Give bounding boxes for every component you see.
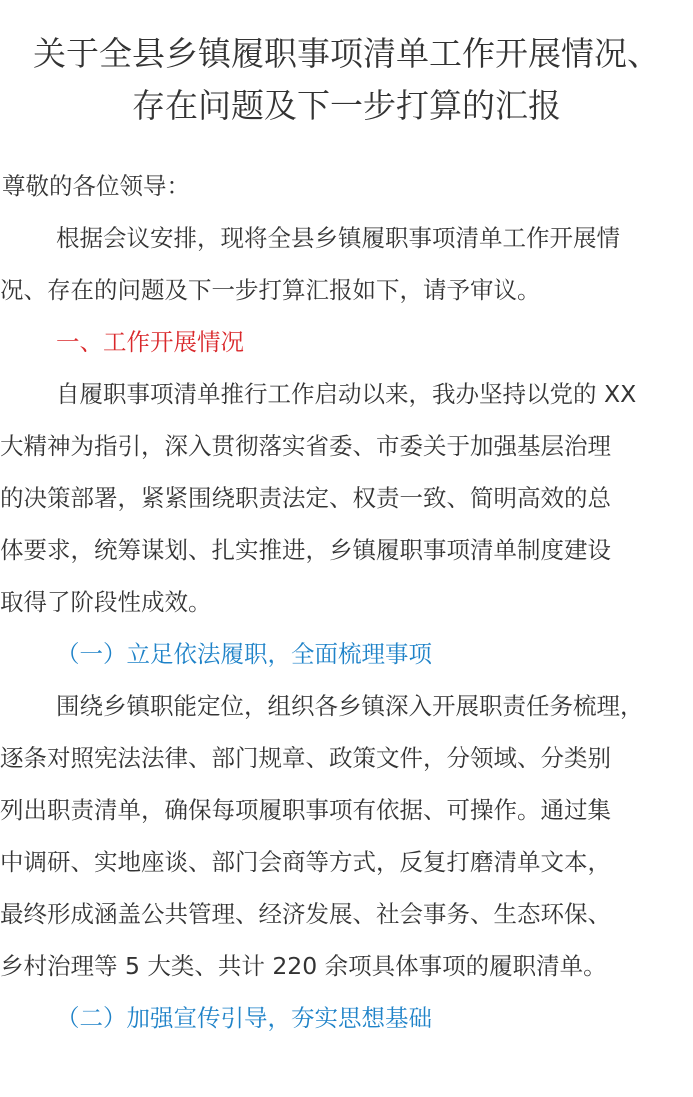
paragraph-line: 根据会议安排，现将全县乡镇履职事项清单工作开展情 — [56, 224, 620, 252]
document-title — [0, 0, 693, 132]
greeting: 尊敬的各位领导： — [2, 172, 190, 200]
title-line-2: 存在问题及下一步打算的汇报 — [132, 86, 561, 125]
section1-paragraph — [0, 368, 693, 628]
paragraph-line: 围绕乡镇职能定位，组织各乡镇深入开展职责任务梳理， — [56, 692, 644, 720]
subsection1-paragraph — [0, 680, 693, 992]
intro-paragraph — [0, 212, 693, 316]
paragraph-line: 中调研、实地座谈、部门会商等方式，反复打磨清单文本， — [0, 848, 611, 876]
title-line-1: 关于全县乡镇履职事项清单工作开展情况、 — [33, 34, 660, 73]
document-body — [0, 160, 693, 1044]
paragraph-line: 取得了阶段性成效。 — [0, 588, 212, 616]
paragraph-line: 列出职责清单，确保每项履职事项有依据、可操作。通过集 — [0, 796, 611, 824]
paragraph-line: 乡村治理等 5 大类、共计 220 余项具体事项的履职清单。 — [0, 952, 607, 980]
paragraph-line: 体要求，统筹谋划、扎实推进，乡镇履职事项清单制度建设 — [0, 536, 611, 564]
subsection-heading: （二）加强宣传引导，夯实思想基础 — [56, 1004, 432, 1032]
section-heading: 一、工作开展情况 — [56, 328, 244, 356]
paragraph-line: 况、存在的问题及下一步打算汇报如下，请予审议。 — [0, 276, 541, 304]
paragraph-line: 逐条对照宪法法律、部门规章、政策文件，分领域、分类别 — [0, 744, 611, 772]
subsection-heading: （一）立足依法履职，全面梳理事项 — [56, 640, 432, 668]
paragraph-line: 的决策部署，紧紧围绕职责法定、权责一致、简明高效的总 — [0, 484, 611, 512]
paragraph-line: 最终形成涵盖公共管理、经济发展、社会事务、生态环保、 — [0, 900, 611, 928]
paragraph-line: 大精神为指引，深入贯彻落实省委、市委关于加强基层治理 — [0, 432, 611, 460]
paragraph-line: 自履职事项清单推行工作启动以来，我办坚持以党的 XX — [56, 380, 637, 408]
